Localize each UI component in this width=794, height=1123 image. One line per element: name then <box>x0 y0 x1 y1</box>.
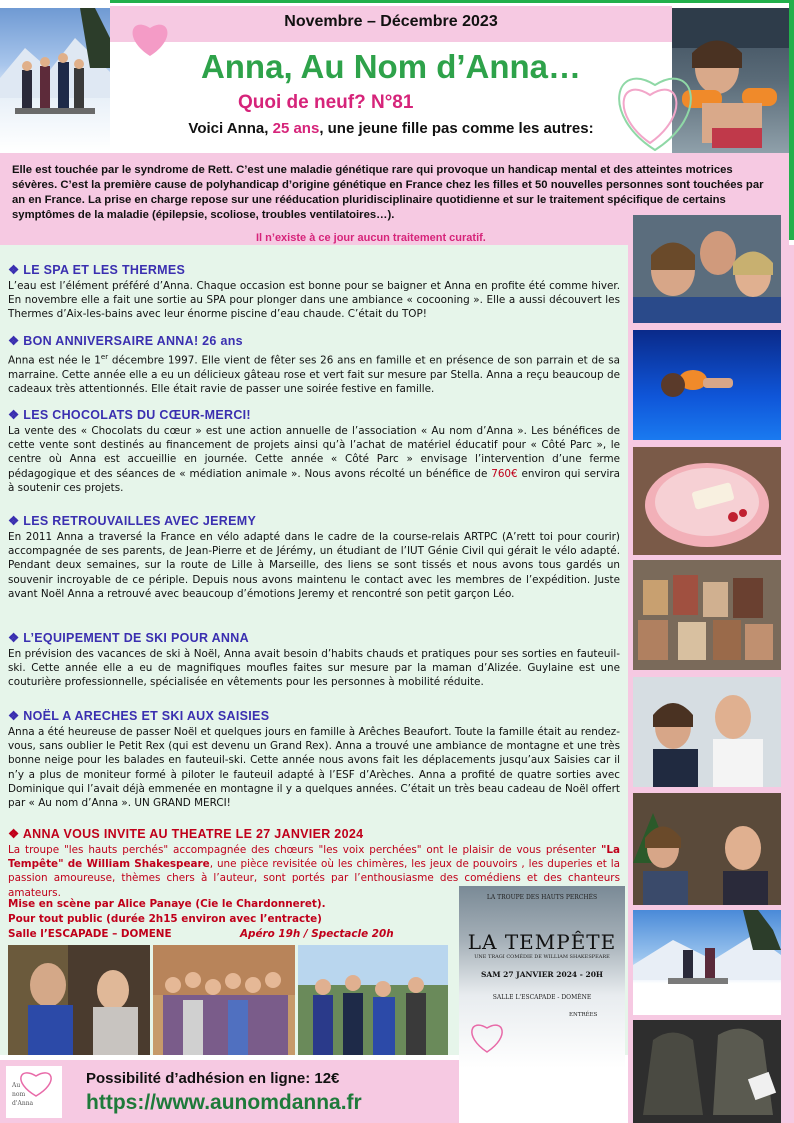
diamond-bullet-icon: ❖ <box>8 408 24 422</box>
issue-date: Novembre – Décembre 2023 <box>284 13 498 30</box>
section-body-b: environ qui servira à soutenir ces projets. <box>8 467 620 494</box>
issue-number: Quoi de neuf? N°81 <box>238 92 414 113</box>
section-body: Anna a été heureuse de passer Noël et quelques jours en famille à Arêches Beaufort. Toute la famille était au rendez-vous, sans oublier le Petit Rex (qui est devenu un Grand Rex). Anna a trouvé une ambiance de montagne et une très bonne neige pour les balades en fauteuil-ski. Cette année nous avons fait les déplacements jusqu’aux Saisies car il n’y a plus de moniteur formé à piloter le fauteuil adapté à l’ESF d’Arèches. Anna a profité de quatre sorties avec Dominique qui l’avait déjà emmenée en montagne il y a quelques années. C’était un très beau cadeau de Noël offert par « Au nom d’Anna ». UN GRAND MERCI! <box>8 726 620 810</box>
choir-name: "les voix perchées" <box>318 844 422 856</box>
intro-heading-b: , une jeune fille pas comme les autres: <box>319 120 594 137</box>
poster-venue: SALLE L'ESCAPADE - DOMÈNE <box>492 994 592 1001</box>
section-title <box>8 630 620 645</box>
poster-date: SAM 27 JANVIER 2024 - 20H <box>480 970 604 979</box>
theatre-audience: Pour tout public (durée 2h15 environ avec l’entracte) <box>8 913 322 925</box>
photo-rehearsal-3 <box>298 945 448 1055</box>
section-title <box>8 262 620 277</box>
amount-raised: 760€ <box>491 467 518 480</box>
intro-heading-a: Voici Anna, <box>188 120 273 137</box>
footer-logo <box>6 1066 62 1118</box>
photo-pool-blue <box>633 330 781 440</box>
intro-heading-age: 25 ans <box>272 120 320 137</box>
section-title-text: LES RETROUVAILLES AVEC JEREMY <box>23 514 257 528</box>
photo-family-selfie <box>633 215 781 323</box>
theatre-venue: Salle l’ESCAPADE – DOMENE <box>8 928 172 940</box>
theatre-line-b: accompagnée des chœurs <box>168 844 319 856</box>
photo-ski-saisies <box>633 910 781 1015</box>
theatre-direction: Mise en scène par Alice Panaye (Cie le Chardonneret). <box>8 898 326 910</box>
diamond-bullet-icon: ❖ <box>8 334 24 348</box>
photo-chocolate-bags <box>633 560 781 670</box>
theatre-line-c: ont le plaisir de vous présenter <box>421 844 597 856</box>
section-title-text: BON ANNIVERSAIRE ANNA! 26 ans <box>23 334 243 348</box>
section-birthday <box>8 333 620 396</box>
photo-rehearsal-1 <box>8 945 150 1055</box>
right-green-border <box>789 0 794 240</box>
section-body-a: La vente des « Chocolats du cœur » est une action annuelle de l’association « Au nom d’Anna ». Les bénéfices de cette vente sont destinés au financement de projets ainsi qu’à l’achat de matériel éducatif pour « Côté Parc », le centre où Anna est accueillie en journée. Cette année « Côté Parc » envisage l’intervention d’une ferme pédagogique et des séances de « médiation animale ». Nous avons récolté un bénéfice de <box>8 425 620 480</box>
section-ski-equipment <box>8 630 620 690</box>
section-title-text: LES CHOCOLATS DU CŒUR-MERCI! <box>23 408 251 422</box>
newsletter-title: Anna, Au Nom d’Anna… <box>200 48 582 85</box>
section-title-text: NOËL A ARECHES ET SKI AUX SAISIES <box>23 709 270 723</box>
section-body-b: décembre 1997. Elle vient de fêter ses 26 ans en famille et en présence de son parrain et de sa marraine. Cette année elle a eu un délicieux gâteau rose et vert fait sur mesure par Stella. Anna a reçu beaucoup de cadeaux très attentionnés. Elle était ravie de passer une soirée festive en famille. <box>8 354 621 395</box>
section-title <box>8 826 620 841</box>
logo-line-1: Au <box>12 1082 21 1089</box>
photo-ski-mittens <box>633 1020 781 1123</box>
theatre-poster <box>459 886 625 1068</box>
section-title <box>8 407 620 422</box>
section-body-a: Anna est née le 1 <box>8 354 101 367</box>
section-areches <box>8 708 620 810</box>
section-chocolates <box>8 407 620 495</box>
troupe-name: "les hauts perchés" <box>63 844 169 856</box>
theatre-line-a: La troupe <box>8 844 64 856</box>
section-title <box>8 333 620 348</box>
play-name: "La Tempête" de William Shakespeare <box>8 844 620 871</box>
section-body: En 2011 Anna a traversé la France en vélo adapté dans le cadre de la course-relais ARTPC (A’rett toi pour courir) accompagnée de ses parents, de Jean-Pierre et de Jérémy, un étudiant de l’IUT Génie Civil qui gérait le vélo adapté. Pendant deux semaines, sur la route de Lille à Marseille, des liens se sont tissés et nous avons tous gardés un souvenir incroyable de ce périple. Depuis nous avons maintenu le contact avec les membres de l’expédition. Juste avant Noël Anna a retrouvé avec beaucoup d’émotions Jeremy et rencontré son petit garçon Léo. <box>8 531 620 600</box>
section-title <box>8 708 620 723</box>
poster-entry: ENTRÉES <box>569 1012 598 1018</box>
section-theatre <box>8 826 620 841</box>
theatre-times: Apéro 19h / Spectacle 20h <box>240 928 394 940</box>
section-body <box>8 424 620 495</box>
diamond-bullet-icon: ❖ <box>8 514 24 528</box>
intro-text: Elle est touchée par le syndrome de Rett. C’est une maladie génétique rare qui provoque un handicap mental et des atteintes motrices sévères. C’est la première cause de polyhandicap d’origine génétique en France chez les filles et 50 nouvelles personnes sont touchées par an en France. La prise en charge repose sur une rééducation pluridisciplinaire quotidienne et sur le traitement spécifique de certains symptômes de la maladie (épilepsie, scoliose, troubles ventilatoires…). <box>12 164 764 221</box>
section-spa <box>8 262 620 322</box>
photo-birthday-cake <box>633 447 781 555</box>
logo-line-3: d'Anna <box>12 1100 34 1107</box>
photo-ski-group <box>0 8 110 151</box>
section-body: En prévision des vacances de ski à Noël, Anna avait besoin d’habits chauds et pratiques pour ses sorties en fauteuil-ski. Cette année elle a eu de magnifiques moufles faites sur mesure par la maman d’Alizée. Guylaine est une couturière professionnelle, spécialisée en vêtements pour les personnes à mobilité réduite. <box>8 648 620 689</box>
photo-jeremy-meeting <box>633 677 781 787</box>
diamond-bullet-icon: ❖ <box>8 827 23 841</box>
poster-subtitle: UNE TRAGI COMÉDIE DE WILLIAM SHAKESPEARE <box>474 954 610 960</box>
intro-heading <box>110 120 672 137</box>
section-body-sup: er <box>100 353 109 361</box>
website-link[interactable]: https://www.aunomdanna.fr <box>86 1091 362 1114</box>
section-title <box>8 513 620 528</box>
diamond-bullet-icon: ❖ <box>8 263 24 277</box>
section-title-text: L’EQUIPEMENT DE SKI POUR ANNA <box>23 631 249 645</box>
no-cure-text: Il n’existe à ce jour aucun traitement curatif. <box>256 232 486 244</box>
poster-heart-icon <box>467 1016 507 1056</box>
theatre-line-2: , une pièce revisitée où les chimères, les jeux de pouvoirs , les duperies et la passion amoureuse, thèmes chers à l’auteur, sont portés par l’enthousiasme des comédiens et des chanteurs amateurs. <box>8 858 620 899</box>
diamond-bullet-icon: ❖ <box>8 709 24 723</box>
section-title-text: LE SPA ET LES THERMES <box>23 263 186 277</box>
poster-troupe: LA TROUPE DES HAUTS PERCHÉS <box>486 894 598 901</box>
photo-rehearsal-2 <box>153 945 295 1055</box>
section-jeremy <box>8 513 620 601</box>
section-title-text: ANNA VOUS INVITE AU THEATRE LE 27 JANVIER 2024 <box>22 827 364 841</box>
membership-text: Possibilité d’adhésion en ligne: 12€ <box>86 1070 340 1087</box>
photo-christmas-family <box>633 793 781 905</box>
section-body <box>8 350 620 396</box>
section-body: L’eau est l’élément préféré d’Anna. Chaque occasion est bonne pour se baigner et Anna en profite été comme hiver. En novembre elle a fait une sortie au SPA pour plonger dans une ambiance « cocooning ». Elle a aussi découvert les Thermes d’Aix-les-bains avec leur énorme piscine d’eau chaude. C’était du TOP! <box>8 280 620 321</box>
poster-title: LA TEMPÊTE <box>467 930 617 954</box>
diamond-bullet-icon: ❖ <box>8 631 24 645</box>
logo-line-2: nom <box>12 1091 26 1098</box>
